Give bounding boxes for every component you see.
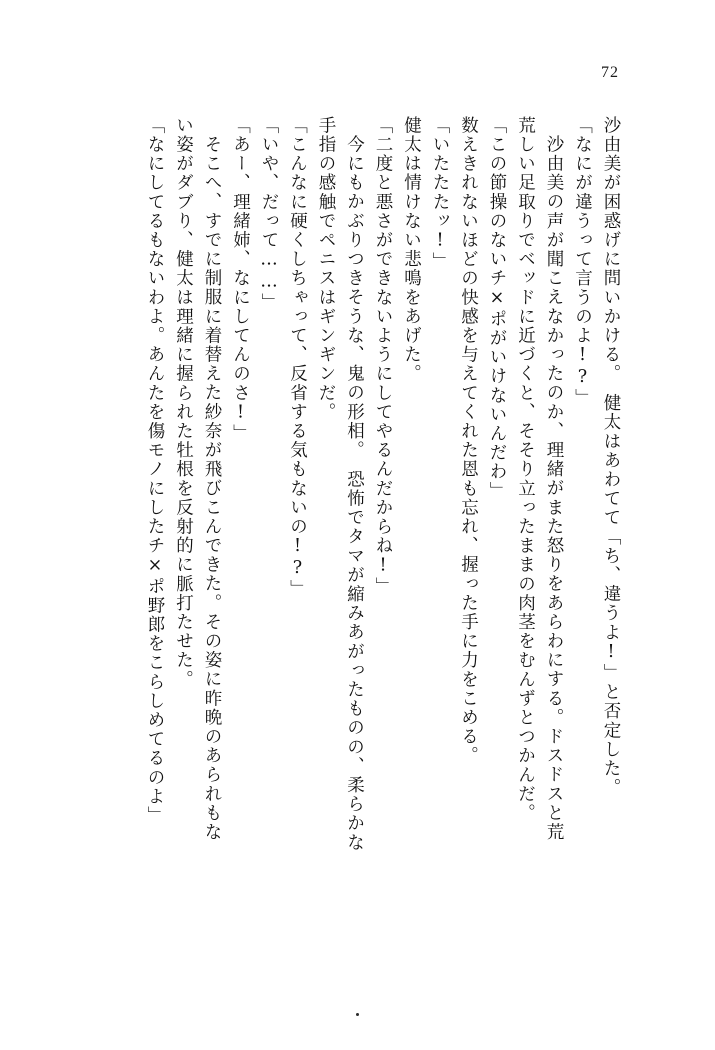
text-line: い姿がダブり、健太は理緒に握られた牡根を反射的に脈打たせた。 (173, 116, 194, 689)
text-line: 「なにが違うって言うのよ!?」 (572, 116, 593, 408)
text-line: 手指の感触でペニスはギンギンだ。 (316, 116, 336, 422)
text-line: 荒しい足取りでベッドに近づくと、そそり立ったままの肉茎をむんずとつかんだ。 (515, 116, 536, 823)
text-line: 「いや、だって……」 (259, 116, 279, 312)
text-line: 健太は情けない悲鳴をあげた。 (401, 116, 422, 384)
vertical-text-body (84, 116, 619, 928)
text-line: 今にもかぶりつきそうな、鬼の形相。 恐怖でタマが縮みあがったものの、柔らかな (344, 135, 365, 853)
text-line: 「二度と悪さができないようにしてやるんだからね!」 (373, 116, 393, 596)
page-number: 72 (601, 64, 619, 81)
footer-ornament (356, 1013, 359, 1016)
text-line: 「この節操のないチ×ポがいけないんだわ」 (487, 116, 507, 501)
text-line: 沙由美の声が聞こえなかったのか、理緒がまた怒りをあらわにする。ドスドスと荒 (544, 135, 564, 842)
text-line: 「こんなに硬くしちゃって、反省する気もないの!?」 (287, 116, 308, 599)
text-line: 「いたたたッ!」 (430, 116, 450, 272)
text-line: 沙由美が困惑げに問いかける。 健太はあわてて「ち、違うよ!」と否定した。 (601, 116, 621, 798)
text-line: 数えきれないほどの快感を与えてくれた恩も忘れ、握った手に力をこめる。 (458, 116, 479, 766)
text-line: 「なにしてるもないわよ。あんたを傷モノにしたチ×ポ野郎をこらしめてるのよ」 (145, 116, 165, 826)
text-line: そこへ、すでに制服に着替えた紗奈が飛びこんできた。その姿に昨晩のあられもな (202, 135, 222, 842)
text-line: 「あー、理緒姉、なにしてんのさ!」 (230, 116, 251, 444)
